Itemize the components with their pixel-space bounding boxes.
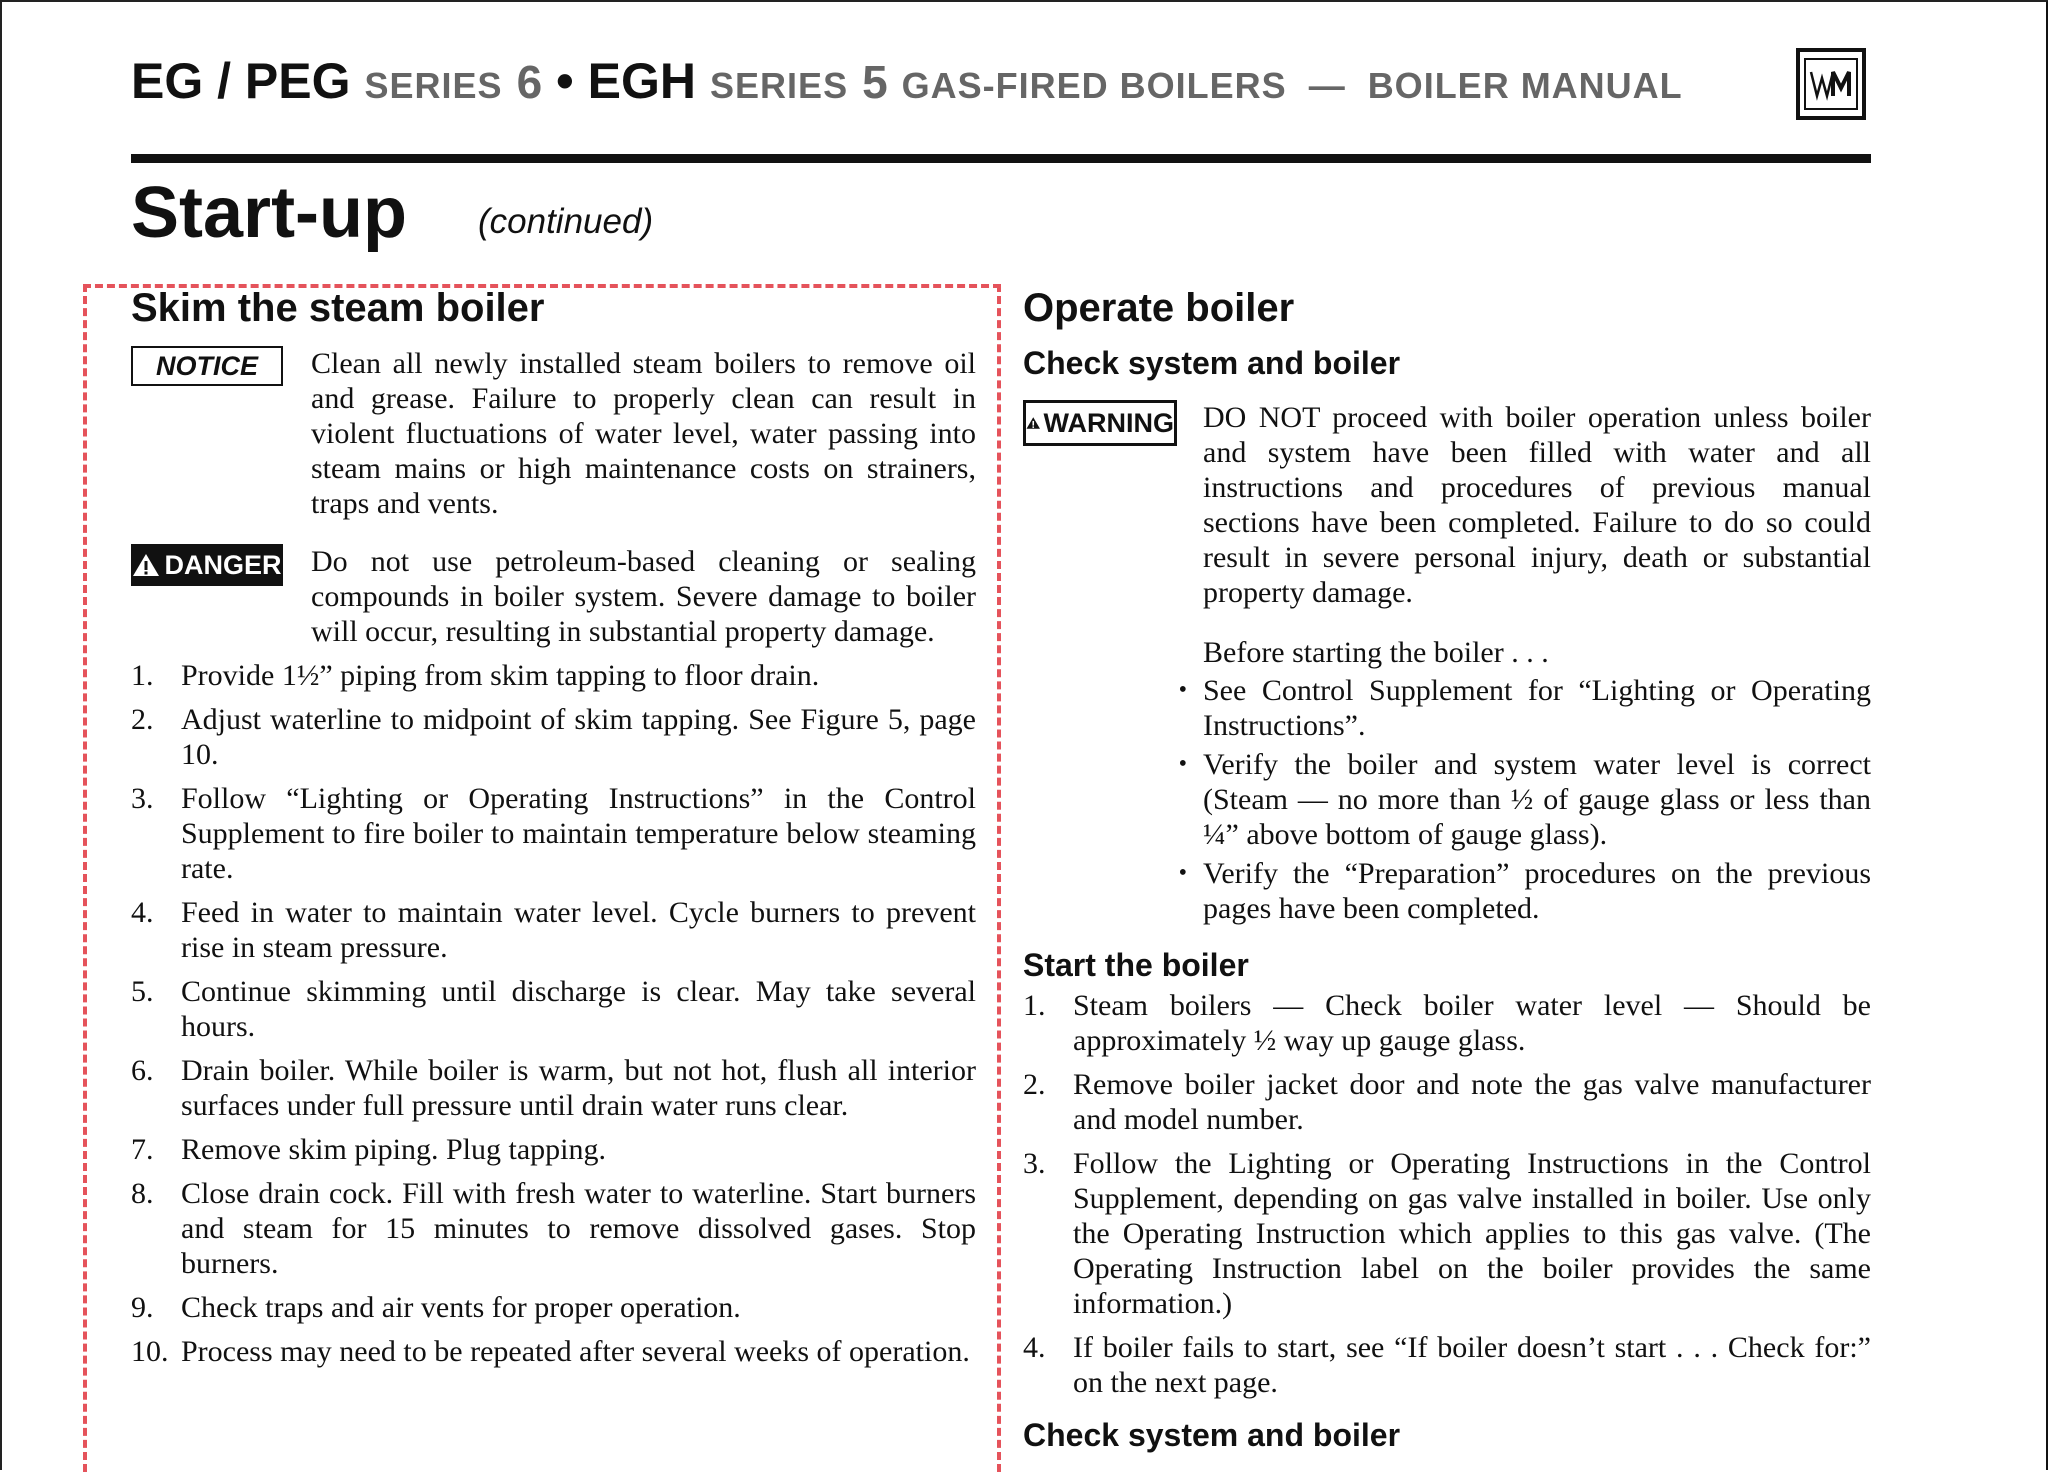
right-column <box>1023 282 1871 1456</box>
brand-logo-mark <box>1808 64 1854 104</box>
step-number: 3. <box>131 782 154 815</box>
step-number: 1. <box>131 659 154 692</box>
step-text: If boiler fails to start, see “If boiler doesn’t start . . . Check for:” on the next page. <box>1073 1331 1871 1399</box>
bullet-icon: • <box>1178 860 1187 886</box>
notice-text: Clean all newly installed steam boilers to remove oil and grease. Failure to properly clean can result in violent fluctuations of water level, water passing into steam mains or high maintenance costs on strainers, traps and vents. <box>311 347 976 520</box>
list-item <box>131 702 976 772</box>
header-series-word-1: SERIES <box>364 65 503 106</box>
header-separator: • <box>556 53 574 109</box>
step-number: 5. <box>131 975 154 1008</box>
step-number: 4. <box>131 896 154 929</box>
bullet-text: Verify the boiler and system water level is correct (Steam — no more than ½ of gauge glass or less than ¼” above bottom of gauge glass). <box>1203 748 1871 851</box>
next-check-heading: Check system and boiler <box>1023 1417 1401 1453</box>
notice-badge: NOTICE <box>131 346 283 386</box>
step-text: Feed in water to maintain water level. Cycle burners to prevent rise in steam pressure. <box>181 896 976 964</box>
start-boiler-heading: Start the boiler <box>1023 947 1249 983</box>
step-text: Continue skimming until discharge is clear. May take several hours. <box>181 975 976 1043</box>
before-start-bullets <box>1023 673 1871 926</box>
header-series-word-2: SERIES <box>710 65 849 106</box>
bullet-text: Verify the “Preparation” procedures on the previous pages have been completed. <box>1203 857 1871 925</box>
step-number: 2. <box>131 703 154 736</box>
warning-badge <box>1023 400 1177 446</box>
step-number: 10. <box>131 1335 169 1368</box>
step-text: Drain boiler. While boiler is warm, but not hot, flush all interior surfaces under full pressure until drain water runs clear. <box>181 1054 976 1122</box>
step-text: Adjust waterline to midpoint of skim tapping. See Figure 5, page 10. <box>181 703 976 771</box>
header-rule <box>131 154 1871 163</box>
before-start-block <box>1023 635 1871 670</box>
list-item <box>131 1132 976 1167</box>
skim-heading: Skim the steam boiler <box>131 286 545 330</box>
list-item <box>131 1290 976 1325</box>
step-number: 9. <box>131 1291 154 1324</box>
danger-warning-icon <box>132 552 160 578</box>
step-text: Remove boiler jacket door and note the gas valve manufacturer and model number. <box>1073 1068 1871 1136</box>
danger-badge <box>131 544 283 586</box>
header-series-num-2: 5 <box>862 56 888 108</box>
header-series-a: EG / PEG <box>131 53 351 109</box>
header-series-b: EGH <box>587 53 697 109</box>
step-text: Remove skim piping. Plug tapping. <box>181 1133 606 1166</box>
skim-steps <box>131 658 976 1369</box>
bullet-text: See Control Supplement for “Lighting or Operating Instructions”. <box>1203 674 1871 742</box>
list-item <box>131 658 976 693</box>
check-system-heading: Check system and boiler <box>1023 345 1401 381</box>
list-item <box>1023 1067 1871 1137</box>
notice-callout <box>131 346 976 521</box>
step-text: Check traps and air vents for proper operation. <box>181 1291 741 1324</box>
bullet-icon: • <box>1178 751 1187 777</box>
header-product: GAS-FIRED BOILERS <box>901 65 1287 106</box>
header-dash: — <box>1308 65 1346 106</box>
step-number: 4. <box>1023 1331 1046 1364</box>
section-title: Start-up <box>131 173 407 253</box>
list-item <box>131 1176 976 1281</box>
operate-heading: Operate boiler <box>1023 286 1295 330</box>
danger-label: DANGER <box>164 549 282 580</box>
header-doc-title: BOILER MANUAL <box>1367 65 1683 106</box>
step-number: 3. <box>1023 1147 1046 1180</box>
step-text: Follow the Lighting or Operating Instructions in the Control Supplement, depending on gas valve installed in boiler. Use only the Operating Instruction which applies to this gas valve. (The Operating Instruction label on the boiler provides the same information.) <box>1073 1147 1871 1320</box>
section-subtitle: (continued) <box>478 202 654 241</box>
danger-callout <box>131 544 976 649</box>
step-text: Close drain cock. Fill with fresh water to waterline. Start burners and steam for 15 minutes to remove dissolved gases. Stop burners. <box>181 1177 976 1280</box>
danger-text: Do not use petroleum-based cleaning or sealing compounds in boiler system. Severe damage to boiler will occur, resulting in substantial property damage. <box>311 545 976 648</box>
list-item <box>1167 747 1871 852</box>
warning-icon <box>1026 410 1041 436</box>
header-series-num-1: 6 <box>516 56 543 108</box>
warning-text: DO NOT proceed with boiler operation unless boiler and system have been filled with water and all instructions and procedures of previous manual sections have been completed. Failure to do so could result in severe personal injury, death or substantial property damage. <box>1203 401 1871 609</box>
list-item <box>1167 673 1871 743</box>
step-text: Provide 1½” piping from skim tapping to floor drain. <box>181 659 820 692</box>
list-item <box>1167 856 1871 926</box>
list-item <box>131 895 976 965</box>
list-item <box>1023 1146 1871 1321</box>
warning-callout <box>1023 400 1871 610</box>
step-number: 7. <box>131 1133 154 1166</box>
list-item <box>131 974 976 1044</box>
list-item <box>1023 1330 1871 1400</box>
step-text: Follow “Lighting or Operating Instructions” in the Control Supplement to fire boiler to maintain temperature below steaming rate. <box>181 782 976 885</box>
brand-logo <box>1796 48 1866 120</box>
left-column <box>131 282 976 1378</box>
start-steps <box>1023 988 1871 1400</box>
step-number: 1. <box>1023 989 1046 1022</box>
step-number: 8. <box>131 1177 154 1210</box>
list-item <box>1023 988 1871 1058</box>
step-number: 2. <box>1023 1068 1046 1101</box>
list-item <box>131 1053 976 1123</box>
running-header <box>131 52 1683 112</box>
step-text: Process may need to be repeated after several weeks of operation. <box>181 1335 970 1368</box>
warning-label: WARNING <box>1043 407 1174 438</box>
step-number: 6. <box>131 1054 154 1087</box>
bullet-icon: • <box>1178 677 1187 703</box>
step-text: Steam boilers — Check boiler water level — Should be approximately ½ way up gauge glass. <box>1073 989 1871 1057</box>
list-item <box>131 1334 976 1369</box>
list-item <box>131 781 976 886</box>
before-start-intro: Before starting the boiler . . . <box>1203 636 1549 669</box>
